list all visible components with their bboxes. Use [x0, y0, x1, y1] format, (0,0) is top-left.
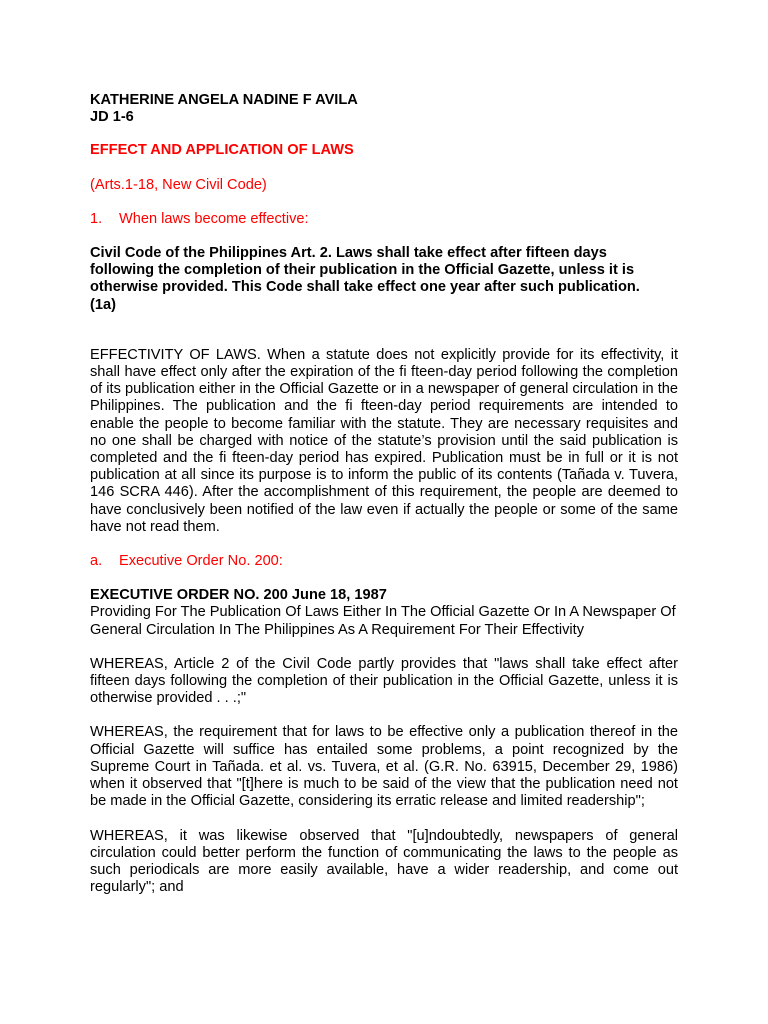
whereas-paragraph-2: WHEREAS, the requirement that for laws to be effective only a publication thereof in the Official Gazette will suffice has entailed some problems, a point recognized by the Supreme Court in Tañada. et al. vs. Tuvera, et al. (G.R. No. 63915, December 29, 1986) when it observed that "[t]here is much to be said of the view that the publication need not be made in the Official Gazette, considering its erratic release and limited readership";: [90, 724, 678, 810]
executive-order-heading: EXECUTIVE ORDER NO. 200 June 18, 1987: [90, 587, 387, 604]
whereas-paragraph-1: WHEREAS, Article 2 of the Civil Code partly provides that "laws shall take effect after fifteen days following the completion of their publication in the Official Gazette, unless it is otherwise provided . . .;": [90, 655, 678, 707]
item-a-heading: [90, 553, 678, 570]
section-1-heading: [90, 211, 678, 228]
civil-code-article-2: Civil Code of the Philippines Art. 2. Laws shall take effect after fifteen days following the completion of their publication in the Official Gazette, unless it is otherwise provided. This Code shall take effect one year after such publication. (1a): [90, 245, 640, 313]
document-subtitle: (Arts.1-18, New Civil Code): [90, 176, 267, 193]
item-a-letter: a.: [90, 553, 103, 570]
author-class: JD 1-6: [90, 109, 134, 126]
section-1-number: 1.: [90, 210, 103, 227]
author-name: KATHERINE ANGELA NADINE F AVILA: [90, 92, 358, 108]
document-title: EFFECT AND APPLICATION OF LAWS: [90, 142, 354, 159]
whereas-paragraph-3: WHEREAS, it was likewise observed that "[u]ndoubtedly, newspapers of general circulation could better perform the function of communicating the laws to the people as such periodicals are more easily available, have a wider readership, and come out regularly"; and: [90, 827, 678, 896]
document-page: [90, 92, 678, 896]
item-a-title: Executive Order No. 200:: [119, 553, 283, 570]
section-1-title: When laws become effective:: [119, 210, 309, 227]
effectivity-paragraph: EFFECTIVITY OF LAWS. When a statute does not explicitly provide for its effectivity, it shall have effect only after the expiration of the fi fteen-day period following the completion of its publication either in the Official Gazette or in a newspaper of general circulation in the Philippines. The publication and the fi fteen-day period requirements are intended to enable the people to become familiar with the statute. They are necessary requisites and no one shall be charged with notice of the statute’s provision until the said publication is completed and the fi fteen-day period has expired. Publication must be in full or it is not publication at all since its purpose is to inform the public of its contents (Tañada v. Tuvera, 146 SCRA 446). After the accomplishment of this requirement, the people are deemed to have conclusively been notified of the law even if actually the people or some of the same have not read them.: [90, 346, 678, 535]
executive-order-description: Providing For The Publication Of Laws Either In The Official Gazette Or In A Newspaper Of General Circulation In The Philippines As A Requirement For Their Effectivity: [90, 604, 676, 638]
